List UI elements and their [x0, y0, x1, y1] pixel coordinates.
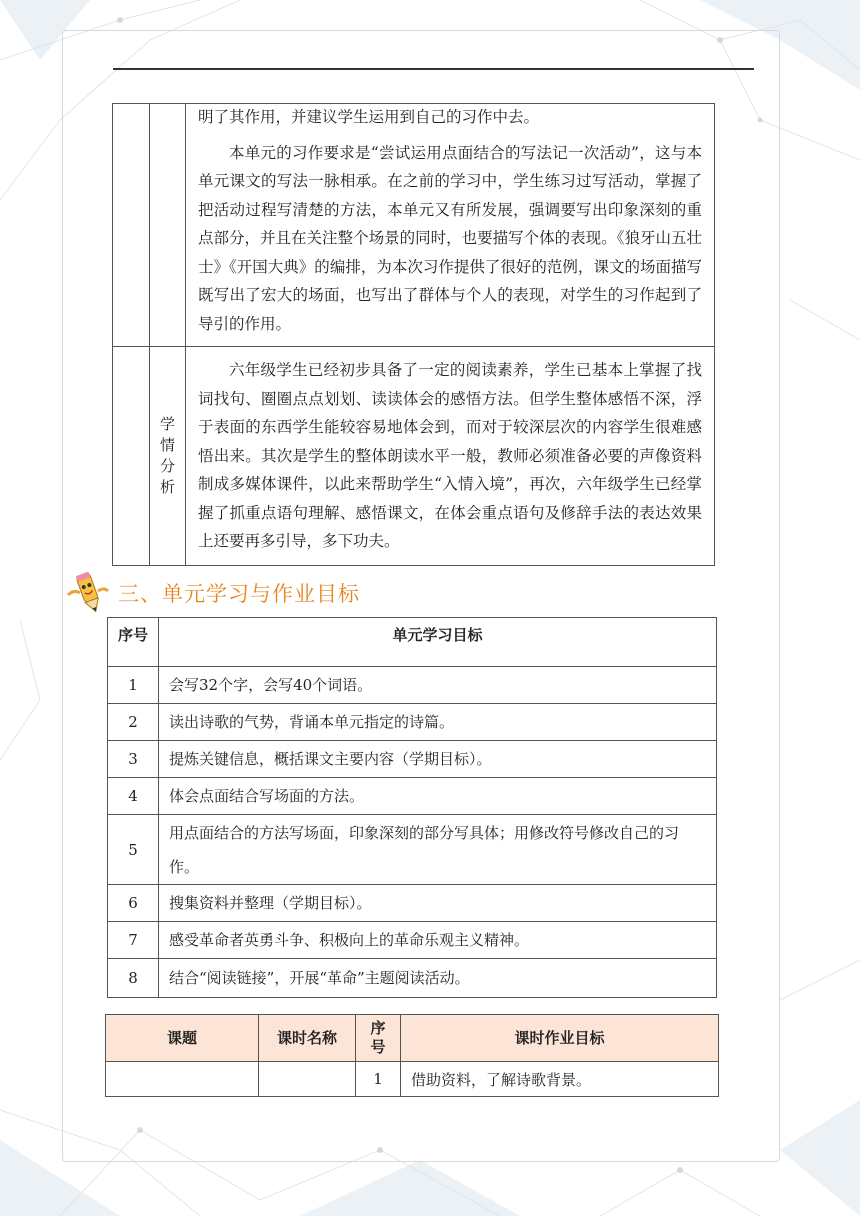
column-header-num: 序号: [108, 618, 159, 667]
goal-text: 结合“阅读链接”，开展“革命”主题阅读活动。: [159, 959, 717, 998]
table-row: [108, 959, 717, 998]
lesson-name-cell: [259, 1062, 356, 1097]
column-header-lesson-name: 课时名称: [259, 1015, 356, 1062]
table-row: [108, 815, 717, 885]
row-number: 8: [108, 959, 159, 998]
table-cell: [150, 104, 186, 347]
row-number: 7: [108, 922, 159, 959]
goal-text: 搜集资料并整理（学期目标）。: [159, 885, 717, 922]
table-row: [113, 104, 715, 347]
table-row: [108, 704, 717, 741]
column-header-num: 序号: [356, 1015, 401, 1062]
student-analysis-label: 学 情 分 析: [150, 347, 186, 566]
goal-text: 提炼关键信息，概括课文主要内容（学期目标）。: [159, 741, 717, 778]
section-title: 三、单元学习与作业目标: [118, 582, 360, 606]
row-number: 1: [356, 1062, 401, 1097]
pencil-mascot-icon: [62, 571, 114, 615]
topic-cell: [106, 1062, 259, 1097]
row-number: 4: [108, 778, 159, 815]
table-row: [113, 347, 715, 566]
paragraph: 明了其作用，并建议学生运用到自己的习作中去。: [198, 108, 540, 126]
analysis-table: [112, 103, 715, 566]
row-number: 2: [108, 704, 159, 741]
section-heading: [62, 573, 360, 613]
goal-text: 用点面结合的方法写场面，印象深刻的部分写具体；用修改符号修改自己的习作。: [159, 815, 717, 885]
table-row: [108, 778, 717, 815]
table-row: [108, 667, 717, 704]
paragraph: 本单元的习作要求是“尝试运用点面结合的写法记一次活动”，这与本单元课文的写法一脉相承。在之前的学习中，学生练习过写活动，掌握了把活动过程写清楚的方法，本单元又有所发展，强调要写出印象深刻的重点部分，并且在关注整个场景的同时，也要描写个体的表现。《狼牙山五壮士》《开国大典》的编排，为本次习作提供了很好的范例，课文的场面描写既写出了宏大的场面，也写出了群体与个人的表现，对学生的习作起到了导引的作用。: [198, 143, 702, 333]
table-row: [106, 1062, 719, 1097]
goal-text: 读出诗歌的气势，背诵本单元指定的诗篇。: [159, 704, 717, 741]
table-row: [108, 922, 717, 959]
unit-goals-table: [107, 617, 717, 998]
textbook-analysis-cell: [186, 104, 715, 347]
table-header-row: [108, 618, 717, 667]
goal-text: 借助资料，了解诗歌背景。: [401, 1062, 719, 1097]
goal-text: 体会点面结合写场面的方法。: [159, 778, 717, 815]
row-number: 3: [108, 741, 159, 778]
row-number: 6: [108, 885, 159, 922]
goal-text: 感受革命者英勇斗争、积极向上的革命乐观主义精神。: [159, 922, 717, 959]
table-row: [108, 885, 717, 922]
table-cell: [113, 347, 150, 566]
student-analysis-cell: [186, 347, 715, 566]
row-number: 1: [108, 667, 159, 704]
column-header-goal: 课时作业目标: [401, 1015, 719, 1062]
paragraph: 六年级学生已经初步具备了一定的阅读素养，学生已基本上掌握了找词找句、圈圈点点划划、读读体会的感悟方法。但学生整体感悟不深，浮于表面的东西学生能较容易地体会到，而对于较深层次的内容学生很难感悟出来。其次是学生的整体朗读水平一般，教师必须准备必要的声像资料制成多媒体课件，以此来帮助学生“入情入境”，再次，六年级学生已经掌握了抓重点语句理解、感悟课文，在体会重点语句及修辞手法的表达效果上还要再多引导，多下功夫。: [198, 361, 702, 551]
table-cell: [113, 104, 150, 347]
table-header-row: [106, 1015, 719, 1062]
goal-text: 会写32个字，会写40个词语。: [159, 667, 717, 704]
row-number: 5: [108, 815, 159, 885]
homework-goals-table: [105, 1014, 719, 1097]
table-row: [108, 741, 717, 778]
column-header-goal: 单元学习目标: [159, 618, 717, 667]
column-header-topic: 课题: [106, 1015, 259, 1062]
